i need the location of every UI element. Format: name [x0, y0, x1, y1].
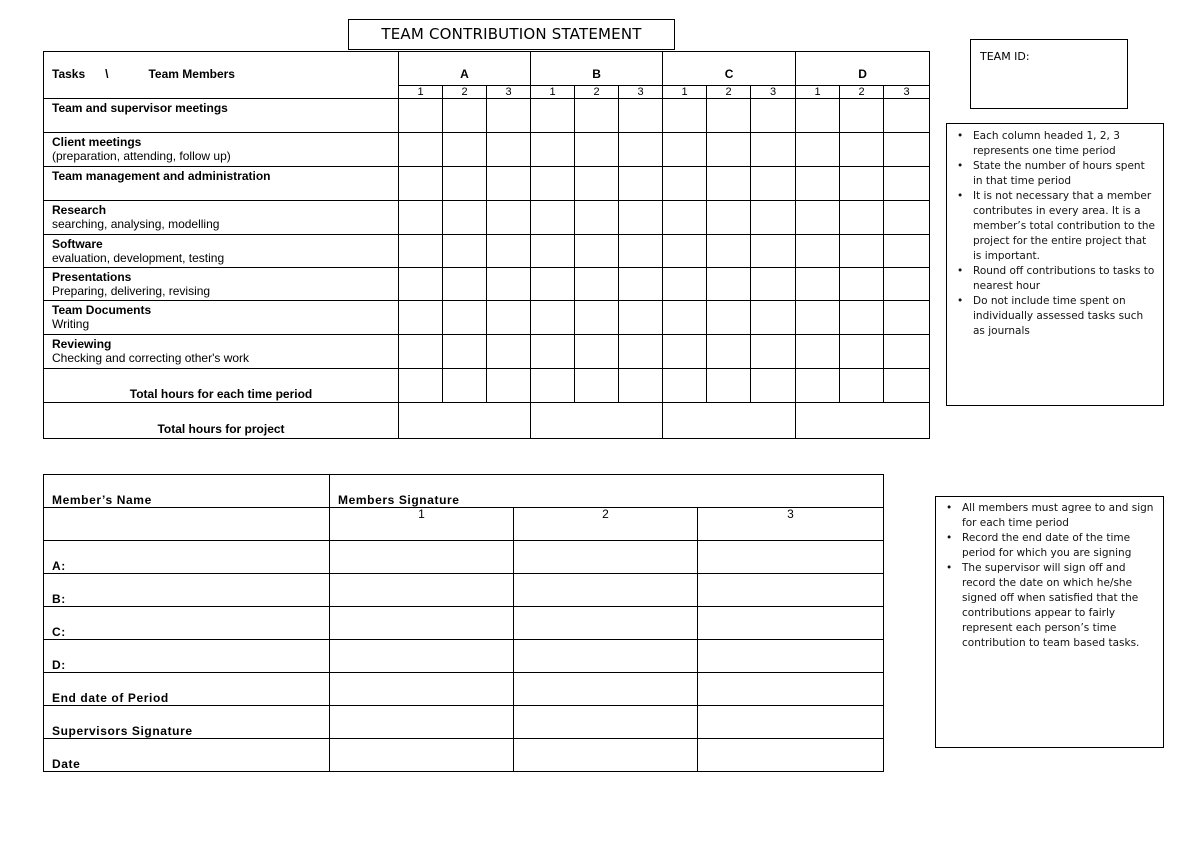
hours-cell[interactable]: [884, 99, 930, 133]
instruction-item: • All members must agree to and sign for each time period: [946, 502, 1154, 529]
hours-cell[interactable]: [707, 167, 751, 201]
member-header-c: C: [663, 52, 796, 86]
signature-cell[interactable]: [698, 640, 884, 673]
signature-cell[interactable]: [698, 541, 884, 574]
period-number: 2: [707, 86, 751, 99]
hours-cell[interactable]: [443, 99, 487, 133]
instruction-item: • Round off contributions to tasks to nearest hour: [957, 265, 1155, 292]
hours-cell[interactable]: [707, 268, 751, 301]
hours-cell[interactable]: [707, 201, 751, 235]
signature-row-label: End date of Period: [44, 673, 330, 706]
hours-cell[interactable]: [487, 167, 531, 201]
hours-cell[interactable]: [707, 235, 751, 268]
hours-cell[interactable]: [663, 99, 707, 133]
hours-cell[interactable]: [487, 301, 531, 335]
hours-cell[interactable]: [884, 268, 930, 301]
bullet-icon: •: [957, 130, 964, 142]
hours-cell[interactable]: [619, 268, 663, 301]
hours-cell[interactable]: [751, 167, 796, 201]
hours-cell[interactable]: [443, 167, 487, 201]
hours-cell[interactable]: [575, 235, 619, 268]
hours-cell[interactable]: [751, 133, 796, 167]
hours-cell[interactable]: [884, 301, 930, 335]
hours-cell[interactable]: [531, 99, 575, 133]
instruction-item: • It is not necessary that a member contributes in every area. It is a member’s total contribution to the project for the entire project that is important.: [957, 190, 1155, 262]
hours-cell[interactable]: [399, 268, 443, 301]
hours-cell[interactable]: [884, 167, 930, 201]
instruction-item: • Each column headed 1, 2, 3 represents one time period: [957, 130, 1120, 157]
signature-cell[interactable]: [330, 574, 514, 607]
instruction-item: • Record the end date of the time period for which you are signing: [946, 532, 1132, 559]
total-project-cell[interactable]: [531, 403, 663, 439]
instruction-item: • The supervisor will sign off and record the date on which he/she signed off when satisfied that the contributions appear to fairly represent each person’s time contribution to team based tasks.: [946, 562, 1140, 649]
hours-cell[interactable]: [840, 133, 884, 167]
signature-cell[interactable]: [330, 640, 514, 673]
team-id-box[interactable]: [970, 39, 1128, 109]
hours-cell[interactable]: [531, 301, 575, 335]
signature-row-label: B:: [44, 574, 330, 607]
hours-cell[interactable]: [796, 268, 840, 301]
hours-cell[interactable]: [707, 301, 751, 335]
hours-cell[interactable]: [399, 167, 443, 201]
hours-cell[interactable]: [840, 167, 884, 201]
hours-cell[interactable]: [487, 235, 531, 268]
signature-period-number: 2: [514, 508, 698, 541]
hours-cell[interactable]: [751, 201, 796, 235]
hours-cell[interactable]: [575, 369, 619, 403]
hours-cell[interactable]: [796, 201, 840, 235]
hours-cell[interactable]: [884, 133, 930, 167]
hours-cell[interactable]: [707, 335, 751, 369]
hours-cell[interactable]: [575, 201, 619, 235]
hours-cell[interactable]: [399, 335, 443, 369]
hours-cell[interactable]: [663, 335, 707, 369]
hours-cell[interactable]: [663, 201, 707, 235]
total-period-label: Total hours for each time period: [44, 369, 399, 403]
hours-cell[interactable]: [796, 235, 840, 268]
hours-cell[interactable]: [619, 301, 663, 335]
hours-cell[interactable]: [443, 201, 487, 235]
hours-cell[interactable]: [443, 369, 487, 403]
period-number: 1: [796, 86, 840, 99]
hours-cell[interactable]: [796, 301, 840, 335]
period-number: 2: [575, 86, 619, 99]
hours-cell[interactable]: [443, 235, 487, 268]
signature-cell[interactable]: [698, 706, 884, 739]
signature-cell[interactable]: [514, 739, 698, 772]
hours-cell[interactable]: [884, 235, 930, 268]
tasks-header: Tasks \ Team Members: [44, 52, 399, 99]
total-project-label: Total hours for project: [44, 403, 399, 439]
hours-cell[interactable]: [487, 369, 531, 403]
member-header-d: D: [796, 52, 930, 86]
period-number: 1: [531, 86, 575, 99]
hours-instructions-box: [946, 123, 1164, 406]
hours-cell[interactable]: [443, 301, 487, 335]
hours-cell[interactable]: [663, 268, 707, 301]
bullet-icon: •: [957, 295, 964, 307]
hours-cell[interactable]: [796, 99, 840, 133]
task-label: Client meetings (preparation, attending, follow up): [44, 133, 399, 167]
hours-cell[interactable]: [619, 133, 663, 167]
signature-cell[interactable]: [330, 607, 514, 640]
signing-instructions-box: [935, 496, 1164, 748]
hours-cell[interactable]: [531, 369, 575, 403]
hours-cell[interactable]: [399, 133, 443, 167]
bullet-icon: •: [957, 265, 964, 277]
hours-cell[interactable]: [663, 235, 707, 268]
signature-cell[interactable]: [514, 640, 698, 673]
hours-cell[interactable]: [663, 167, 707, 201]
hours-cell[interactable]: [619, 201, 663, 235]
hours-cell[interactable]: [840, 201, 884, 235]
signature-cell[interactable]: [514, 541, 698, 574]
hours-cell[interactable]: [443, 268, 487, 301]
hours-cell[interactable]: [619, 235, 663, 268]
hours-cell[interactable]: [751, 369, 796, 403]
period-number: 3: [751, 86, 796, 99]
signature-cell[interactable]: [514, 607, 698, 640]
hours-cell[interactable]: [663, 133, 707, 167]
bullet-icon: •: [946, 502, 953, 514]
hours-cell[interactable]: [531, 201, 575, 235]
hours-cell[interactable]: [707, 133, 751, 167]
hours-cell[interactable]: [840, 99, 884, 133]
hours-cell[interactable]: [531, 167, 575, 201]
hours-cell[interactable]: [575, 301, 619, 335]
hours-cell[interactable]: [399, 235, 443, 268]
signature-row-label: Supervisors Signature: [44, 706, 330, 739]
team-id-label: TEAM ID:: [980, 50, 1030, 63]
hours-cell[interactable]: [751, 235, 796, 268]
signature-table: [43, 474, 884, 772]
hours-cell[interactable]: [531, 235, 575, 268]
hours-cell[interactable]: [884, 201, 930, 235]
hours-cell[interactable]: [487, 268, 531, 301]
task-label: Presentations Preparing, delivering, revising: [44, 268, 399, 301]
signature-cell[interactable]: [698, 673, 884, 706]
instruction-item: • State the number of hours spent in that time period: [957, 160, 1145, 187]
hours-cell[interactable]: [707, 369, 751, 403]
period-number: 3: [487, 86, 531, 99]
hours-cell[interactable]: [619, 369, 663, 403]
hours-cell[interactable]: [575, 335, 619, 369]
hours-cell[interactable]: [751, 301, 796, 335]
hours-cell[interactable]: [443, 133, 487, 167]
signature-cell[interactable]: [698, 739, 884, 772]
hours-cell[interactable]: [399, 201, 443, 235]
hours-cell[interactable]: [575, 268, 619, 301]
total-project-cell[interactable]: [399, 403, 531, 439]
task-label: Team management and administration: [44, 167, 399, 201]
hours-cell[interactable]: [399, 301, 443, 335]
signature-cell[interactable]: [330, 739, 514, 772]
hours-cell[interactable]: [796, 133, 840, 167]
document-title: TEAM CONTRIBUTION STATEMENT: [348, 19, 675, 50]
hours-cell[interactable]: [487, 201, 531, 235]
bullet-icon: •: [946, 562, 953, 574]
task-label: Software evaluation, development, testing: [44, 235, 399, 268]
hours-cell[interactable]: [884, 335, 930, 369]
hours-cell[interactable]: [619, 335, 663, 369]
hours-cell[interactable]: [399, 369, 443, 403]
contribution-table: [43, 51, 930, 439]
task-label: Team Documents Writing: [44, 301, 399, 335]
bullet-icon: •: [946, 532, 953, 544]
signature-row-label: D:: [44, 640, 330, 673]
blank-cell: [44, 508, 330, 541]
member-name-header: Member’s Name: [44, 475, 330, 508]
hours-cell[interactable]: [575, 167, 619, 201]
member-signature-header: Members Signature: [330, 475, 884, 508]
hours-cell[interactable]: [840, 235, 884, 268]
period-number: 1: [663, 86, 707, 99]
hours-cell[interactable]: [399, 99, 443, 133]
bullet-icon: •: [957, 160, 964, 172]
hours-cell[interactable]: [796, 335, 840, 369]
hours-cell[interactable]: [840, 369, 884, 403]
total-project-cell[interactable]: [796, 403, 930, 439]
period-number: 3: [619, 86, 663, 99]
instruction-item: • Do not include time spent on individually assessed tasks such as journals: [957, 295, 1144, 337]
signature-row-label: A:: [44, 541, 330, 574]
hours-cell[interactable]: [840, 268, 884, 301]
signature-cell[interactable]: [514, 706, 698, 739]
signature-row-label: C:: [44, 607, 330, 640]
signature-cell[interactable]: [514, 673, 698, 706]
hours-cell[interactable]: [840, 301, 884, 335]
signature-row-label: Date: [44, 739, 330, 772]
bullet-icon: •: [957, 190, 964, 202]
hours-cell[interactable]: [751, 99, 796, 133]
hours-cell[interactable]: [619, 167, 663, 201]
period-number: 2: [840, 86, 884, 99]
hours-cell[interactable]: [575, 99, 619, 133]
hours-cell[interactable]: [796, 369, 840, 403]
signature-cell[interactable]: [514, 574, 698, 607]
hours-cell[interactable]: [487, 99, 531, 133]
hours-cell[interactable]: [663, 301, 707, 335]
hours-cell[interactable]: [443, 335, 487, 369]
hours-cell[interactable]: [531, 268, 575, 301]
signature-period-number: 1: [330, 508, 514, 541]
task-label: Research searching, analysing, modelling: [44, 201, 399, 235]
period-number: 2: [443, 86, 487, 99]
hours-cell[interactable]: [575, 133, 619, 167]
hours-cell[interactable]: [796, 167, 840, 201]
hours-cell[interactable]: [663, 369, 707, 403]
hours-cell[interactable]: [751, 335, 796, 369]
signature-period-number: 3: [698, 508, 884, 541]
hours-cell[interactable]: [751, 268, 796, 301]
period-number: 1: [399, 86, 443, 99]
signature-cell[interactable]: [330, 706, 514, 739]
member-header-a: A: [399, 52, 531, 86]
period-number: 3: [884, 86, 930, 99]
signature-cell[interactable]: [330, 541, 514, 574]
task-label: Reviewing Checking and correcting other's work: [44, 335, 399, 369]
member-header-b: B: [531, 52, 663, 86]
hours-cell[interactable]: [487, 133, 531, 167]
task-label: Team and supervisor meetings: [44, 99, 399, 133]
hours-cell[interactable]: [487, 335, 531, 369]
hours-cell[interactable]: [884, 369, 930, 403]
hours-cell[interactable]: [531, 335, 575, 369]
signature-cell[interactable]: [698, 607, 884, 640]
total-project-cell[interactable]: [663, 403, 796, 439]
signature-cell[interactable]: [698, 574, 884, 607]
signature-cell[interactable]: [330, 673, 514, 706]
hours-cell[interactable]: [619, 99, 663, 133]
hours-cell[interactable]: [840, 335, 884, 369]
hours-cell[interactable]: [531, 133, 575, 167]
hours-cell[interactable]: [707, 99, 751, 133]
